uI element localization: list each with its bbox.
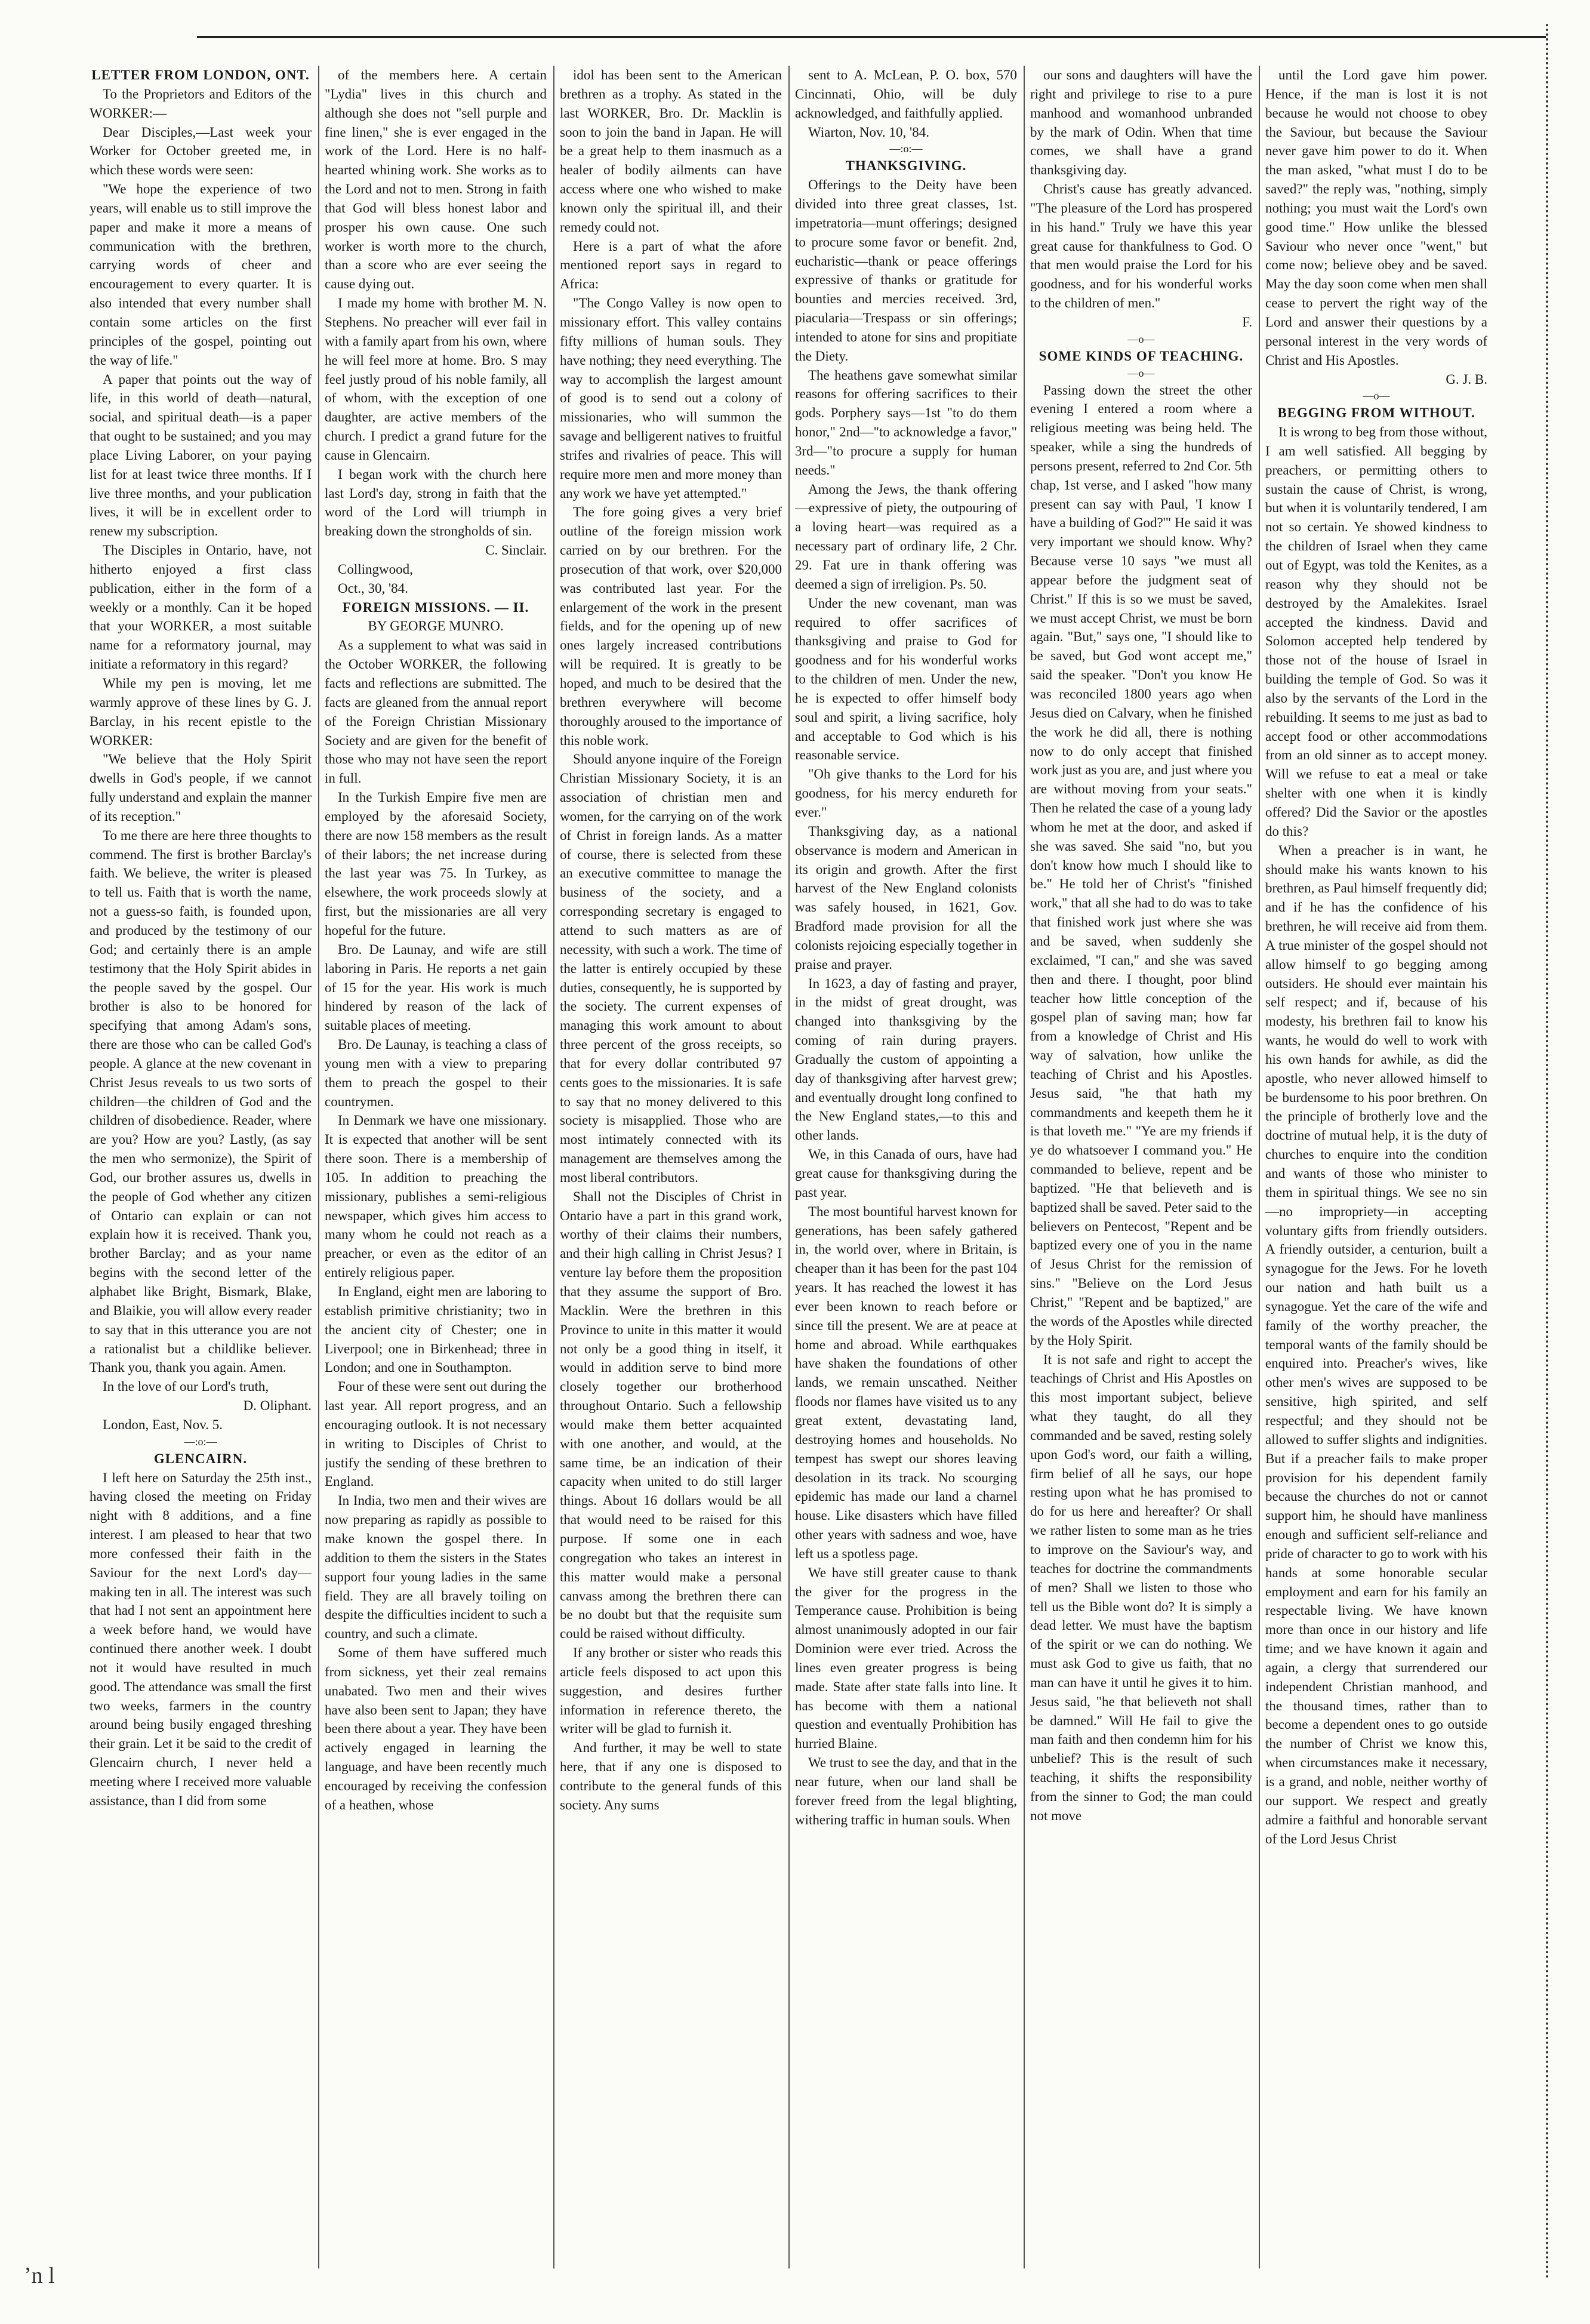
column-2: [325, 66, 547, 2268]
article-paragraph: Dear Disciples,—Last week your Worker for October greeted me, in which these words were seen:: [90, 124, 312, 178]
article-paragraph: Oct., 30, '84.: [338, 580, 408, 596]
article-headline: THANKSGIVING.: [845, 158, 967, 174]
article-paragraph: The fore going gives a very brief outline of the foreign mission work carried on by our brethren. For the prosecution of that work, over $20,000 was contributed last year. For the enlargement of the work in the present fields, and for the opening up of new ones largely increased contributions will be required. It is greatly to be hoped, and much to be desired that the brethren everywhere will become thoroughly aroused to the importance of this noble work.: [560, 504, 782, 748]
article-paragraph: "We hope the experience of two years, will enable us to still improve the paper and make it more a means of communication with the brethren, carrying words of cheer and encouragement to every quarter. It is also intended that every number shall contain some articles on the first principles of the gospel, pointing out the way of life.": [90, 181, 312, 368]
article-paragraph: Bro. De Launay, and wife are still laboring in Paris. He reports a net gain of 15 for the year. His work is much hindered by reason of the lack of suitable places of meeting.: [325, 941, 547, 1033]
article-paragraph: The most bountiful harvest known for generations, has been safely gathered in, the world over, where in Britain, is cheaper than it has been for the past 104 years. It has reached the lowest it has ever been known to reach before or since till the present. We are at peace at home and abroad. While earthquakes have shaken the foundations of other lands, we remain unscathed. Neither floods nor flames have visited us to any great extent, devastating land, destroying homes and households. No tempest has swept our shores leaving desolation in its track. No scourging epidemic has made our land a charnel house. Like disasters which have filled other years with sadness and woe, have left us a spotless page.: [795, 1203, 1017, 1561]
article-paragraph: Four of these were sent out during the last year. All report progress, and an encouraging outlook. It is not necessary in writing to Disciples of Christ to justify the sending of these brethren to England.: [325, 1379, 547, 1489]
right-edge-perforation: [1546, 24, 1548, 2280]
article-paragraph: To me there are here three thoughts to commend. The first is brother Barclay's faith. We believe, the writer is pleased to tell us. Faith that is worth the name, not a guess-so faith, is founded upon, and produced by the testimony of our God; and certainly there is an ample testimony that the Holy Spirit abides in the people saved by the gospel. Our brother is also to be honored for specifying that among Adam's sons, there are those who can be called God's people. A glance at the new covenant in Christ Jesus reveals to us two sorts of children—the children of God and the children of disobedience. Reader, where are you? How are you? Lastly, (as say the men who sermonize), the Spirit of God, our brother assures us, dwells in the people of God whether any citizen of Ontario can explain or can not explain how it is received. Thank you, brother Barclay; and as your name begins with the second letter of the alphabet like Bright, Bismark, Blake, and Blaikie, you will allow every reader to say that in this utterance you are not a rationalist but a childlike believer. Thank you, thank you again. Amen.: [90, 827, 312, 1375]
article-paragraph: In the Turkish Empire five men are employed by the aforesaid Society, there are now 158 members as the result of their labors; the net increase during the last year was 75. In Turkey, as elsewhere, the work proceeds slowly at first, but the missionaries are all very hopeful for the future.: [325, 790, 547, 938]
article-paragraph: F.: [1242, 314, 1252, 330]
article-paragraph: "The Congo Valley is now open to missionary effort. This valley contains fifty millions of human souls. They have nothing; they need everything. The way to accomplish the largest amount of good is to send out a colony of missionaries, who will summon the savage and belligerent natives to fruitful strifes and rivalries of peace. This will require more men and more money than any work we have yet attempted.": [560, 295, 782, 501]
article-paragraph: I made my home with brother M. N. Stephens. No preacher will ever fail in with a family apart from his own, where he will feel more at home. Bro. S may feel justly proud of his noble family, all of whom, with the exception of one daughter, are active members of the church. I predict a grand future for the cause in Glencairn.: [325, 295, 547, 463]
article-paragraph: Among the Jews, the thank offering—expressive of piety, the outpouring of a loving heart—was required as a necessary part of ordinary life, 2 Chr. 29. Fat ure in thank offering was deemed a sign of irreligion. Ps. 50.: [795, 481, 1017, 592]
column-6: [1265, 66, 1487, 2268]
article-paragraph: We trust to see the day, and that in the near future, when our land shall be forever freed from the legal blighting, withering traffic in human souls. When: [795, 1755, 1017, 1827]
article-headline: GLENCAIRN.: [153, 1451, 248, 1466]
article-paragraph: In Denmark we have one missionary. It is expected that another will be sent there soon. There is a membership of 105. In addition to preaching the missionary, publishes a semi-religious newspaper, which gives him access to many whom he could not reach as a preacher, or even as the editor of an entirely religious paper.: [325, 1113, 547, 1280]
section-separator: —o—: [1127, 367, 1155, 379]
article-headline: FOREIGN MISSIONS. — II.: [342, 599, 529, 615]
article-paragraph: idol has been sent to the American brethren as a trophy. As stated in the last WORKER, Bro. Dr. Macklin is soon to join the band in Japan. He will be a great help to them inasmuch as a healer of bodily ailments can have access where one who wished to make known only the spiritual ill, and their remedy could not.: [560, 67, 782, 235]
top-edge-rule: [197, 36, 1546, 38]
article-paragraph: In India, two men and their wives are now preparing as rapidly as possible to make known the gospel there. In addition to them the sisters in the States support four young ladies in the same field. They are all bravely toiling on despite the difficulties incident to such a country, and such a climate.: [325, 1493, 547, 1642]
article-paragraph: The heathens gave somewhat similar reasons for offering sacrifices to their gods. Porphery says—1st "to do them honor," 2nd—"to acknowledge a favor," 3rd—"to procure a supply for human needs.": [795, 367, 1017, 478]
article-paragraph: sent to A. McLean, P. O. box, 570 Cincinnati, Ohio, will be duly acknowledged, and faithfully applied.: [795, 67, 1017, 121]
article-paragraph: "We believe that the Holy Spirit dwells in God's people, if we cannot fully understand and explain the manner of its reception.": [90, 752, 312, 824]
article-paragraph: Passing down the street the other evening I entered a room where a religious meeting was being held. The speaker, while a sing the hundreds of persons present, referred to 2nd Cor. 5th chap, 1st verse, and I asked "how many present can say with Paul, 'I know I have a building of God?'" He said it was very important we should know. Why? Because verse 10 says "we must all appear before the judgment seat of Christ." If this is so we must be saved, we must accept Christ, we must be born again. "But," says one, "I should like to be saved, but God wont accept me," said the speaker. "Don't you know He was reconciled 1800 years ago when Jesus died on Calvary, when he finished the work he did all, there is nothing now to do only accept that finished work just as you are, and just where you are without moving from your seats." Then he related the case of a young lady whom he met at the door, and asked if she was saved. She said "no, but you don't know how much I should like to be." He told her of Christ's "finished work," that all she had to do was to take that finished work just where she was and be saved, when suddenly she exclaimed, "I can," and she was saved then and there. I thought, poor blind teacher how little conception of the gospel plan of saving man; how far from a knowledge of Christ and His way of salvation, how unlike the teaching of Christ and his Apostles. Jesus said, "he that hath my commandments and keepeth them he it is that loveth me." "Ye are my friends if ye do whatsoever I command you." He commanded to believe, repent and be baptized. "He that believeth and is baptized shall be saved. Peter said to the believers on Pentecost, "Repent and be baptized every one of you in the name of Jesus Christ for the remission of sins." "Believe on the Lord Jesus Christ," "Repent and be baptized," are the words of the Apostles while directed by the Holy Spirit.: [1030, 382, 1252, 1348]
column-rule: [1259, 66, 1260, 2268]
article-paragraph: C. Sinclair.: [485, 543, 547, 558]
article-paragraph: Thanksgiving day, as a national observance is modern and American in its origin and growth. After the first harvest of the New England colonists was safely housed, in 1621, Gov. Bradford made provision for all the colonists rejoicing especially together in praise and prayer.: [795, 823, 1017, 972]
column-1: [90, 66, 312, 2268]
article-paragraph: To the Proprietors and Editors of the WORKER:—: [90, 86, 312, 121]
column-rule: [788, 66, 790, 2268]
article-paragraph: I left here on Saturday the 25th inst., having closed the meeting on Friday night with 8 additions, and a fine interest. I am pleased to hear that two more confessed their faith in the Saviour for the next Lord's day—making ten in all. The interest was such that had I not sent an appointment here a week before hand, we would have continued there another week. I doubt not it would have resulted in much good. The attendance was small the first two weeks, farmers in the country around being busily engaged threshing their grain. Let it be said to the credit of Glencairn church, I never held a meeting where I received more valuable assistance, than I did from some: [90, 1470, 312, 1808]
section-separator: —:o:—: [184, 1435, 217, 1448]
article-headline: LETTER FROM LONDON, ONT.: [91, 67, 310, 82]
article-paragraph: In England, eight men are laboring to establish primitive christianity; two in the ancient city of Chester; one in Liverpool; one in Birkenhead; three in London; and one in Southampton.: [325, 1284, 547, 1375]
article-paragraph: We, in this Canada of ours, have had great cause for thanksgiving during the past year.: [795, 1147, 1017, 1200]
article-paragraph: Under the new covenant, man was required to offer sacrifices of thanksgiving and praise to God for goodness and for his wonderful works to the children of men. Under the new, he is expected to offer himself body soul and spirit, a living sacrifice, holy and acceptable to God which is his reasonable service.: [795, 595, 1017, 763]
article-paragraph: As a supplement to what was said in the October WORKER, the following facts and reflections are submitted. The facts are gleaned from the annual report of the Foreign Christian Missionary Society and are given for the benefit of those who may not have seen the report in full.: [325, 638, 547, 786]
article-headline: BEGGING FROM WITHOUT.: [1277, 405, 1475, 421]
article-paragraph: If any brother or sister who reads this article feels disposed to act upon this suggestion, and desires further information in reference thereto, the writer will be glad to furnish it.: [560, 1645, 782, 1737]
article-paragraph: Christ's cause has greatly advanced. "The pleasure of the Lord has prospered in his hand." Truly we have this year great cause for thankfulness to God. O that men would praise the Lord for his goodness, and for his wonderful works to the children of men.": [1030, 181, 1252, 311]
section-separator: —o—: [1363, 390, 1390, 402]
article-paragraph: "Oh give thanks to the Lord for his goodness, for his mercy endureth for ever.": [795, 767, 1017, 820]
article-paragraph: It is not safe and right to accept the teachings of Christ and His Apostles on this most important subject, believe what they taught, do all they commanded and be saved, resting solely upon God's word, our faith a willing, firm belief of all he says, our hope resting upon what he has promised to do for us here and hereafter? Or shall we rather listen to some man as he tries to improve on the Saviour's way, and teaches for doctrine the commandments of men? Shall we listen to those who tell us the Bible wont do? It is simply a dead letter. We must have the baptism of the spirit or we can do nothing. We must ask God to give us faith, that no man can have it until he gives it to him. Jesus said, "he that believeth not shall be damned." Will He fail to give the man faith and then condemn him for his unbelief? This is the result of such teaching, it shifts the responsibility from the sinner to God; the man could not move: [1030, 1352, 1252, 1823]
article-paragraph: Offerings to the Deity have been divided into three great classes, 1st. impetratoria—munt offerings; designed to procure some favor or benefit. 2nd, eucharistic—thank or peace offerings expressive of thanks or gratitude for bounties and mercies received. 3rd, piacularia—Trespass or sin offerings; intended to atone for sins and propitiate the Diety.: [795, 177, 1017, 364]
article-paragraph: A paper that points out the way of life, in this world of death—natural, social, and spiritual death—is a paper that ought to be sustained; and you may place Living Laborer, on your paying list for at least twice three months. If I live three months, and your publication lives, it will be in excellent order to renew my subscription.: [90, 371, 312, 539]
section-separator: —o—: [1127, 333, 1155, 345]
text-columns: [90, 66, 1546, 2274]
article-paragraph: G. J. B.: [1446, 371, 1487, 387]
column-4: [795, 66, 1017, 2268]
article-paragraph: of the members here. A certain "Lydia" lives in this church and although she does not "sell purple and fine linen," she is ever engaged in the work of the Lord. Here is no half-hearted whining work. She works as to the Lord and not to men. Strong in faith that God will bless honest labor and prosper his own cause. One such worker is worth more to the church, than a score who are ever seeing the cause dying out.: [325, 67, 547, 292]
column-3: [560, 66, 782, 2268]
article-paragraph: It is wrong to beg from those without, I am well satisfied. All begging by preachers, or permitting others to sustain the cause of Christ, is wrong, but when it is voluntarily tendered, I am not so certain. Ye showed kindness to the children of Israel when they came out of Egypt, was told the Kenites, as a reason why they should not be destroyed by the Amalekites. Israel accepted the kindness. David and Solomon accepted help tendered by those not of the house of Israel in building the temple of God. So was it also by the servants of the Lord in the rebuilding. It seems to me just as bad to accept food or other accommodations from an old sinner as to accept money. Will we refuse to eat a meal or take shelter with one when it is kindly offered? Did the Savior or the apostles do this?: [1265, 424, 1487, 839]
column-rule: [553, 66, 554, 2268]
article-paragraph: BY GEORGE MUNRO.: [368, 618, 504, 634]
article-paragraph: our sons and daughters will have the right and privilege to rise to a pure manhood and womanhood unbranded by the mark of Odin. When that time comes, we shall have a grand thanksgiving day.: [1030, 67, 1252, 178]
footer-marks: ʼn l: [24, 2263, 55, 2288]
article-paragraph: Wiarton, Nov. 10, '84.: [808, 124, 929, 140]
article-paragraph: Shall not the Disciples of Christ in Ontario have a part in this grand work, worthy of their claims their numbers, and their high calling in Christ Jesus? I venture lay before them the proposition that they assume the support of Bro. Macklin. Were the brethren in this Province to unite in this matter it would not only be a good thing in itself, it would in addition serve to bind more closely together our brotherhood throughout Ontario. Such a fellowship would make them better acquainted with one another, and would, at the same time, be an indication of their capacity when united to do still larger things. About 16 dollars would be all that would need to be raised for this purpose. If some one in each congregation who takes an interest in this matter would make a personal canvass among the brethren there can be no doubt but that the requisite sum could be raised without difficulty.: [560, 1189, 782, 1642]
article-paragraph: While my pen is moving, let me warmly approve of these lines by G. J. Barclay, in his recent epistle to the WORKER:: [90, 676, 312, 748]
article-paragraph: I began work with the church here last Lord's day, strong in faith that the word of the Lord will triumph in breaking down the strongholds of sin.: [325, 466, 547, 539]
article-paragraph: Collingwood,: [338, 561, 413, 577]
section-separator: —:o:—: [889, 143, 923, 155]
article-paragraph: When a preacher is in want, he should make his wants known to his brethren, as Paul himself frequently did; and if he has the confidence of his brethren, he will receive aid from them. A true minister of the gospel should not allow himself to go begging among outsiders. He should ever maintain his self respect; and if, because of his modesty, his brethren fail to know his wants, he would do well to work with his own hands for awhile, as did the apostle, who never allowed himself to be burdensome to his poor brethren. On the principle of brotherly love and the doctrine of mutual help, it is the duty of churches to enquire into the condition and wants of those who minister to them in spiritual things. We see no sin—no impropriety—in accepting voluntary gifts from friendly outsiders. A friendly outsider, a centurion, built a synagogue for the Jews. For he loveth our nation and hath built us a synagogue. Yet the care of the wife and family of the worthy preacher, the temporal wants of the family should be enquired into. Preacher's wives, like other men's wives are supposed to be sensitive, high spirited, and self respectful; and they should not be allowed to suffer slights and indignities. But if a preacher fails to make proper provision for his dependent family because the churches do not or cannot support him, he should have manliness enough and sufficient self-reliance and pride of character to go to work with his hands at some honorable secular employment and earn for his family an respectable living. We have known more than once in our history and life time; and we have known it again and again, a clergy that surrendered our independent Christian manhood, and the thousand times, rather than to become a dependent ones to go outside the number of Christ we know this, when circumstances make it necessary, is a grand, and noble, neither worthy of our support. We respect and greatly admire a faithful and honorable servant of the Lord Jesus Christ: [1265, 842, 1487, 1846]
article-paragraph: Bro. De Launay, is teaching a class of young men with a view to preparing them to preach the gospel to their countrymen.: [325, 1037, 547, 1109]
article-paragraph: London, East, Nov. 5.: [103, 1417, 223, 1432]
article-paragraph: The Disciples in Ontario, have, not hitherto enjoyed a first class publication, either in the form of a weekly or a monthly. Can it be hoped that your WORKER, a most suitable name for a reformatory journal, may initiate a reformatory in this regard?: [90, 543, 312, 672]
column-rule: [1024, 66, 1025, 2268]
column-5: [1030, 66, 1252, 2268]
article-paragraph: until the Lord gave him power. Hence, if the man is lost it is not because he would not choose to obey the Saviour, but because the Saviour never gave him power to do it. When the man asked, "what must I do to be saved?" the reply was, "nothing, simply nothing; you must wait the Lord's own good time." How unlike the blessed Saviour who never once "went," but come now; believe obey and be saved. May the day soon come when men shall cease to pervert the right way of the Lord and answer their questions by a personal interest in the very words of Christ and His Apostles.: [1265, 67, 1487, 368]
article-paragraph: In 1623, a day of fasting and prayer, in the midst of great drought, was changed into thanksgiving by the coming of rain during prayers. Gradually the custom of appointing a day of thanksgiving after harvest grew; and eventually drought long confined to the New England states,—to this and other lands.: [795, 975, 1017, 1143]
article-paragraph: Some of them have suffered much from sickness, yet their zeal remains unabated. Two men and their wives have also been sent to Japan; they have been there about a year. They have been actively engaged in learning the language, and have been recently much encouraged by receiving the confession of a heathen, whose: [325, 1645, 547, 1812]
article-paragraph: Should anyone inquire of the Foreign Christian Missionary Society, it is an association of christian men and women, for the carrying on of the work of Christ in foreign lands. As a matter of course, there is selected from these an executive committee to manage the business of the society, and a corresponding secretary is engaged to attend to such matters as are of necessity, with such a work. The time of the latter is entirely occupied by these duties, consequently, he is supported by the society. The current expenses of managing this work amount to about three percent of the gross receipts, so that for every dollar contributed 97 cents goes to the missionaries. It is safe to say that no money delivered to this society is misapplied. Those who are most intimately connected with its management are themselves among the most liberal contributors.: [560, 752, 782, 1185]
article-headline: SOME KINDS OF TEACHING.: [1039, 348, 1244, 364]
article-paragraph: In the love of our Lord's truth,: [103, 1379, 269, 1395]
article-paragraph: And further, it may be well to state here, that if any one is disposed to contribute to the general funds of this society. Any sums: [560, 1740, 782, 1812]
article-paragraph: Here is a part of what the afore mentioned report says in regard to Africa:: [560, 238, 782, 292]
article-paragraph: We have still greater cause to thank the giver for the progress in the Temperance cause. Prohibition is being almost unanimously adopted in our fair Dominion were ever tried. Across the lines even greater progress is being made. State after state falls into line. It has become with them a national question and eventually Prohibition has hurried Blaine.: [795, 1565, 1017, 1752]
column-rule: [318, 66, 319, 2268]
article-paragraph: D. Oliphant.: [243, 1398, 312, 1414]
